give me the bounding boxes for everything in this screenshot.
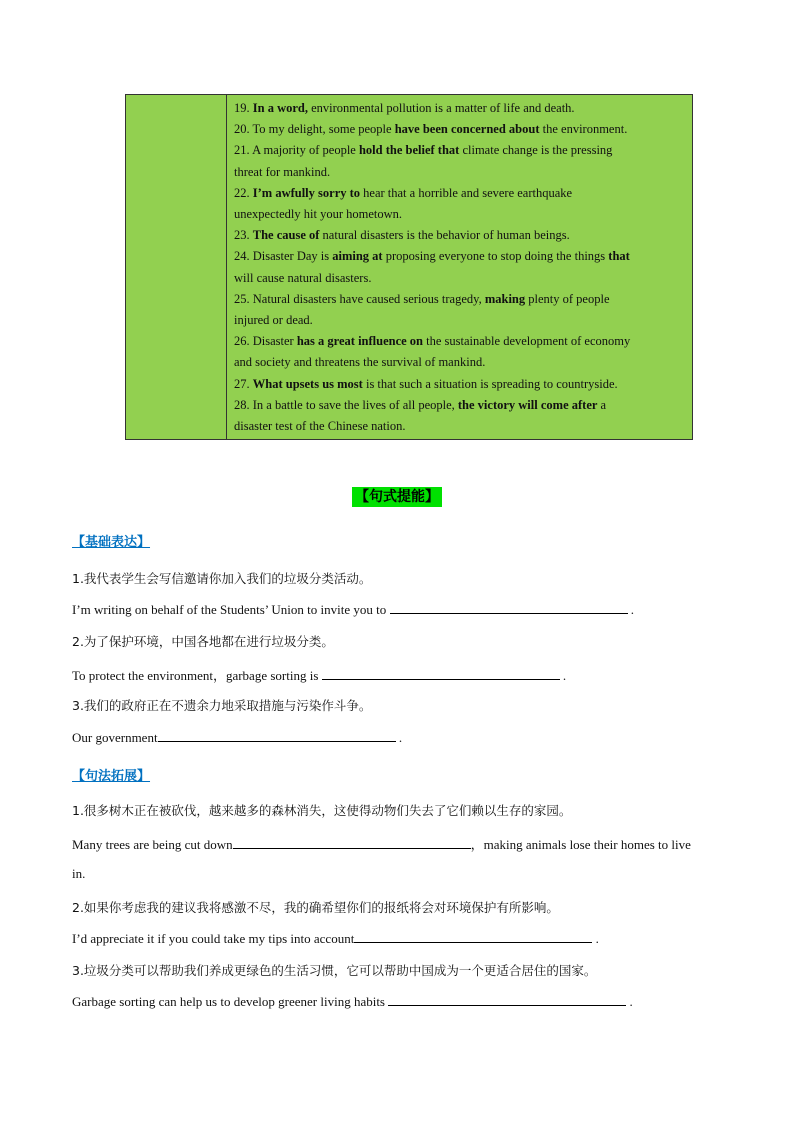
answer-blank[interactable] [233, 836, 471, 849]
table-line [234, 289, 686, 310]
section1-title: 【基础表达】 [72, 535, 151, 550]
table-line [234, 119, 686, 140]
bold-phrase: that [608, 249, 630, 264]
bold-phrase: What upsets us most [252, 376, 363, 391]
text-run: will cause natural disasters. [234, 270, 372, 285]
s1-item1-en: I’m writing on behalf of the Students’ Union to invite you to . [72, 602, 634, 617]
s2-item3-en: Garbage sorting can help us to develop greener living habits . [72, 994, 633, 1009]
table-line [234, 352, 686, 373]
bold-phrase: have been concerned about [394, 122, 540, 137]
bold-phrase: hold the belief that [358, 143, 460, 158]
s2-item3-cn: 3.垃圾分类可以帮助我们养成更绿色的生活习惯，它可以帮助中国成为一个更适合居住的国家。 [72, 963, 597, 978]
text-run: To my delight, some people [252, 122, 395, 137]
text-run: unexpectedly hit your hometown. [234, 207, 403, 222]
text-run: is that such a situation is spreading to countryside. [362, 376, 618, 391]
line-number: 23. [234, 228, 253, 243]
s1-item2-cn: 2.为了保护环境，中国各地都在进行垃圾分类。 [72, 634, 334, 649]
table-content-cell [227, 95, 693, 440]
line-number: 22. [234, 185, 253, 200]
s2-item1-en-cont: in. [72, 866, 86, 881]
bold-phrase: has a great influence on [296, 334, 424, 349]
table-line [234, 268, 686, 289]
text-run: plenty of people [525, 291, 610, 306]
text-run: disaster test of the Chinese nation. [234, 419, 406, 434]
table-line [234, 331, 686, 352]
text-run: the environment. [539, 122, 628, 137]
answer-blank[interactable] [158, 729, 396, 742]
table-line [234, 140, 686, 161]
table-lines [234, 98, 686, 437]
bold-phrase: making [484, 291, 526, 306]
s2-item1-cn: 1.很多树木正在被砍伐，越来越多的森林消失，这使得动物们失去了它们赖以生存的家园。 [72, 803, 572, 818]
table-line [234, 374, 686, 395]
line-number: 20. [234, 122, 253, 137]
s2-item1-en: Many trees are being cut down ，making animals lose their homes to live [72, 837, 691, 852]
line-number: 21. [234, 143, 253, 158]
line-number: 26. [234, 334, 253, 349]
section2-title: 【句法拓展】 [72, 769, 151, 784]
text-run: Natural disasters have caused serious tragedy, [252, 291, 485, 306]
table-left-cell [126, 95, 227, 440]
s1-item3-en: Our government . [72, 730, 403, 745]
text-run: climate change is the pressing [459, 143, 613, 158]
table-line [234, 162, 686, 183]
text-run: threat for mankind. [234, 164, 331, 179]
vocab-table [125, 94, 693, 440]
table-line [234, 416, 686, 437]
answer-blank[interactable] [322, 667, 560, 680]
text-run: a [597, 397, 607, 412]
answer-blank[interactable] [390, 601, 628, 614]
text-run: hear that a horrible and severe earthquake [360, 185, 573, 200]
line-number: 25. [234, 291, 253, 306]
line-number: 28. [234, 397, 253, 412]
table-line [234, 225, 686, 246]
bold-phrase: aiming at [332, 249, 383, 264]
s1-item3-cn: 3.我们的政府正在不遗余力地采取措施与污染作斗争。 [72, 698, 372, 713]
table-line [234, 204, 686, 225]
text-run: A majority of people [252, 143, 359, 158]
bold-phrase: The cause of [252, 228, 320, 243]
line-number: 24. [234, 249, 253, 264]
table-line [234, 98, 686, 119]
text-run: Disaster Day is [252, 249, 333, 264]
bold-phrase: I’m awfully sorry to [252, 185, 361, 200]
s1-item1-cn: 1.我代表学生会写信邀请你加入我们的垃圾分类活动。 [72, 571, 372, 586]
table-line [234, 310, 686, 331]
s2-item2-en: I’d appreciate it if you could take my tips into account . [72, 931, 599, 946]
text-run: the sustainable development of economy [423, 334, 631, 349]
line-number: 27. [234, 376, 253, 391]
text-run: injured or dead. [234, 313, 313, 328]
text-run: proposing everyone to stop doing the things [382, 249, 609, 264]
text-run: natural disasters is the behavior of human beings. [319, 228, 570, 243]
table-line [234, 183, 686, 204]
answer-blank[interactable] [388, 993, 626, 1006]
text-run: Disaster [252, 334, 297, 349]
text-run: In a battle to save the lives of all people, [252, 397, 458, 412]
line-number: 19. [234, 101, 253, 115]
s1-item2-en: To protect the environment，garbage sorting is . [72, 668, 567, 683]
answer-blank[interactable] [354, 930, 592, 943]
table-line [234, 395, 686, 416]
table-line [234, 246, 686, 267]
text-run: environmental pollution is a matter of life and death. [311, 101, 575, 115]
bold-phrase: the victory will come after [457, 397, 598, 412]
text-run: and society and threatens the survival of mankind. [234, 355, 486, 370]
bold-phrase: In a word, [252, 101, 312, 115]
s2-item2-cn: 2.如果你考虑我的建议我将感激不尽，我的确希望你们的报纸将会对环境保护有所影响。 [72, 900, 559, 915]
section-heading: 【句式提能】 [0, 486, 794, 506]
